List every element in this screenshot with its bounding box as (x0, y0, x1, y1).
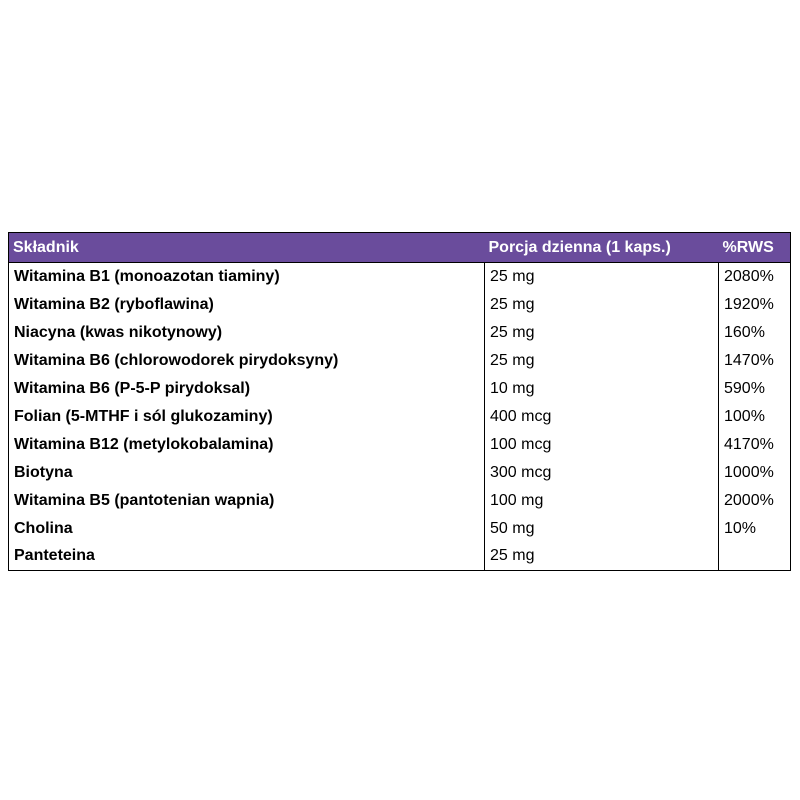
ingredient-rws: 100% (719, 403, 791, 431)
table-row (9, 319, 791, 347)
table-row (9, 459, 791, 487)
table-row (9, 291, 791, 319)
ingredient-name: Biotyna (9, 459, 485, 487)
table-header-row (9, 233, 791, 263)
ingredient-dose: 25 mg (485, 543, 719, 571)
ingredient-name: Cholina (9, 515, 485, 543)
ingredient-dose: 100 mg (485, 487, 719, 515)
ingredient-rws: 2080% (719, 263, 791, 291)
ingredient-name: Witamina B5 (pantotenian wapnia) (9, 487, 485, 515)
ingredient-name: Panteteina (9, 543, 485, 571)
table-row (9, 263, 791, 291)
ingredient-rws: 10% (719, 515, 791, 543)
ingredient-name: Witamina B2 (ryboflawina) (9, 291, 485, 319)
header-ingredient: Składnik (9, 233, 485, 263)
table-row (9, 515, 791, 543)
ingredient-rws (719, 543, 791, 571)
ingredient-rws: 1000% (719, 459, 791, 487)
ingredient-dose: 10 mg (485, 375, 719, 403)
ingredient-dose: 400 mcg (485, 403, 719, 431)
ingredient-name: Witamina B1 (monoazotan tiaminy) (9, 263, 485, 291)
table-row (9, 487, 791, 515)
ingredient-name: Witamina B12 (metylokobalamina) (9, 431, 485, 459)
ingredient-dose: 100 mcg (485, 431, 719, 459)
ingredient-dose: 50 mg (485, 515, 719, 543)
header-daily-dose: Porcja dzienna (1 kaps.) (485, 233, 719, 263)
ingredient-dose: 25 mg (485, 319, 719, 347)
table-body (9, 263, 791, 571)
ingredient-dose: 300 mcg (485, 459, 719, 487)
ingredient-dose: 25 mg (485, 291, 719, 319)
table-header (9, 233, 791, 263)
ingredient-name: Niacyna (kwas nikotynowy) (9, 319, 485, 347)
ingredient-rws: 590% (719, 375, 791, 403)
ingredient-name: Folian (5-MTHF i sól glukozaminy) (9, 403, 485, 431)
ingredient-rws: 160% (719, 319, 791, 347)
table-row (9, 347, 791, 375)
ingredient-rws: 1470% (719, 347, 791, 375)
ingredient-dose: 25 mg (485, 263, 719, 291)
table-row (9, 403, 791, 431)
header-rws: %RWS (719, 233, 791, 263)
table-row (9, 375, 791, 403)
table-row (9, 431, 791, 459)
supplement-facts-table (8, 232, 791, 571)
ingredient-rws: 2000% (719, 487, 791, 515)
ingredient-dose: 25 mg (485, 347, 719, 375)
ingredient-rws: 1920% (719, 291, 791, 319)
ingredient-name: Witamina B6 (P-5-P pirydoksal) (9, 375, 485, 403)
ingredient-name: Witamina B6 (chlorowodorek pirydoksyny) (9, 347, 485, 375)
ingredient-rws: 4170% (719, 431, 791, 459)
table-row (9, 543, 791, 571)
